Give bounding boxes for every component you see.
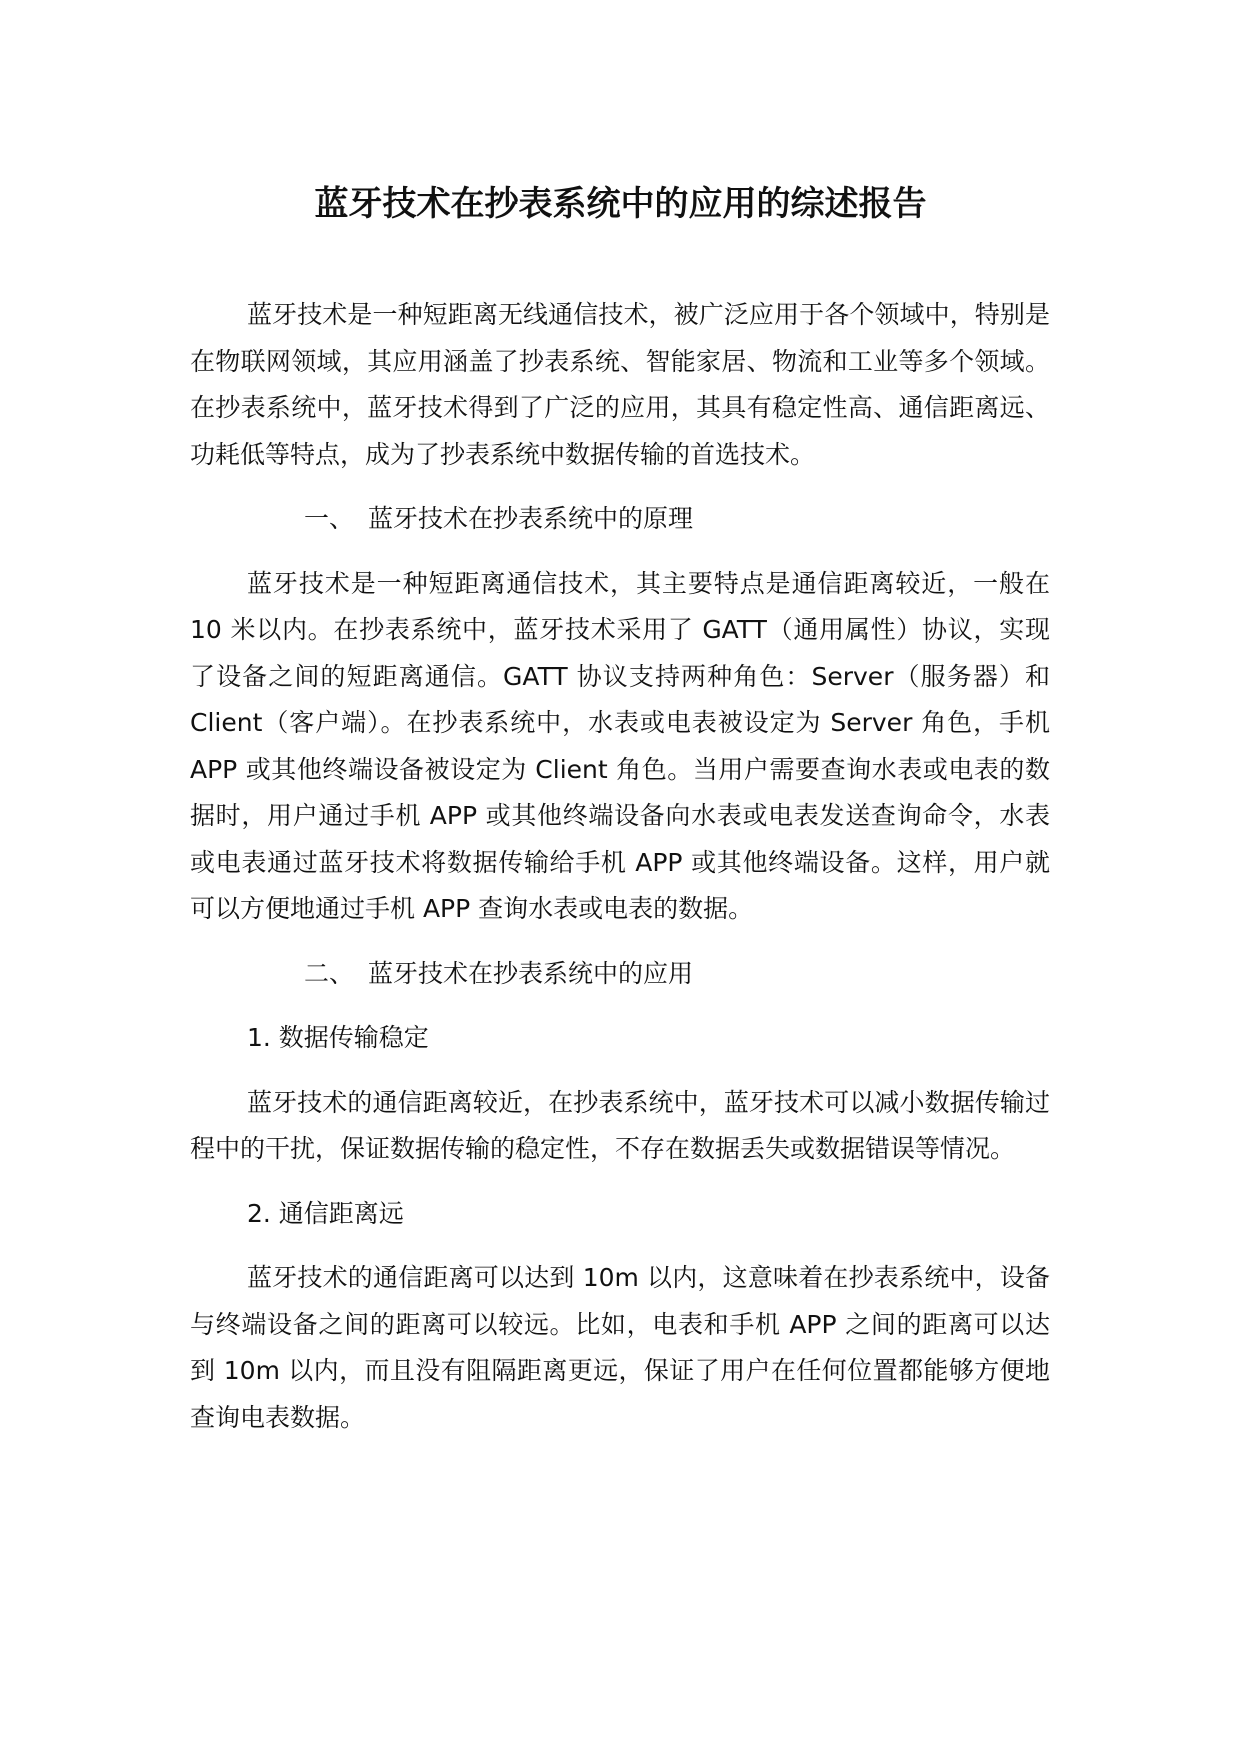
section-1-title: 蓝牙技术在抄表系统中的原理: [368, 504, 694, 533]
section-2-title: 蓝牙技术在抄表系统中的应用: [368, 958, 694, 988]
page-title: 蓝牙技术在抄表系统中的应用的综述报告: [314, 184, 927, 224]
intro-paragraph: 蓝牙技术是一种短距离无线通信技术，被广泛应用于各个领域中，特别是在物联网领域，其应用涵盖了抄表系统、智能家居、物流和工业等多个领域。在抄表系统中，蓝牙技术得到了广泛的应用，其具有稳定性高、通信距离远、功耗低等特点，成为了抄表系统中数据传输的首选技术。: [190, 300, 1050, 469]
subsection-2-heading: 2. 通信距离远: [247, 1198, 404, 1228]
subsection-1-paragraph: 蓝牙技术的通信距离较近，在抄表系统中，蓝牙技术可以减小数据传输过程中的干扰，保证数据传输的稳定性，不存在数据丢失或数据错误等情况。: [190, 1087, 1050, 1163]
section-2-heading: [190, 951, 1050, 998]
subsection-2-paragraph: 蓝牙技术的通信距离可以达到 10m 以内，这意味着在抄表系统中，设备与终端设备之间的距离可以较远。比如，电表和手机 APP 之间的距离可以达到 10m 以内，而且没有阻隔距离更远，保证了用户在任何位置都能够方便地查询电表数据。: [190, 1263, 1050, 1432]
section-1-number: 一、: [304, 504, 355, 533]
section-1-heading: [190, 496, 1050, 543]
section-2-number: 二、: [304, 958, 355, 988]
section-1-paragraph: 蓝牙技术是一种短距离通信技术，其主要特点是通信距离较近，一般在 10 米以内。在抄表系统中，蓝牙技术采用了 GATT（通用属性）协议，实现了设备之间的短距离通信。GATT 协议支持两种角色：Server（服务器）和 Client（客户端）。在抄表系统中，水表或电表被设定为 Server 角色，手机 APP 或其他终端设备被设定为 Client 角色。当用户需要查询水表或电表的数据时，用户通过手机 APP 或其他终端设备向水表或电表发送查询命令，水表或电表通过蓝牙技术将数据传输给手机 APP 或其他终端设备。这样，用户就可以方便地通过手机 APP 查询水表或电表的数据。: [190, 568, 1050, 923]
document-body: [190, 292, 1050, 1459]
subsection-1-heading: 1. 数据传输稳定: [247, 1023, 429, 1052]
